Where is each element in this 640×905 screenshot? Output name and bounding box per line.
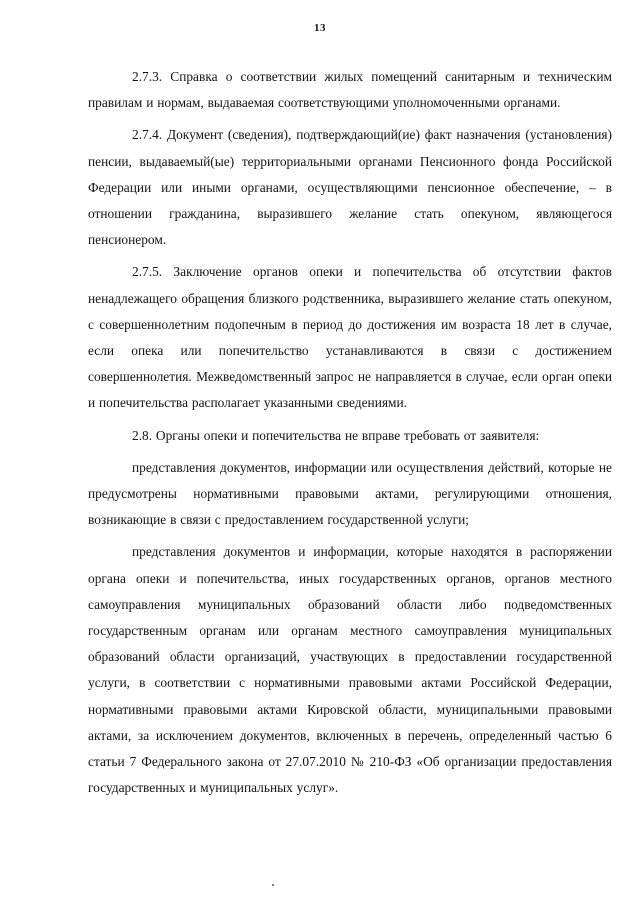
paragraph-2-7-5: 2.7.5. Заключение органов опеки и попечительства об отсутствии фактов ненадлежащего обращения близкого родственника, выразившего желание стать опекуном, с совершеннолетним подопечным в период до достижения им возраста 18 лет в случае, если опека или попечительство устанавливаются в связи с достижением совершеннолетия. Межведомственный запрос не направляется в случае, если орган опеки и попечительства располагает указанными сведениями.	[88, 264, 612, 411]
paragraph-2-8-item-1: представления документов, информации или осуществления действий, которые не предусмотрены нормативными правовыми актами, регулирующими отношения, возникающие в связи с предоставлением государственной услуги;	[88, 459, 612, 528]
paragraph-2-7-4: 2.7.4. Документ (сведения), подтверждающий(ие) факт назначения (установления) пенсии, выдаваемый(ые) территориальными органами Пенсионного фонда Российской Федерации или иными органами, осуществляющими пенсионное обеспечение, – в отношении гражданина, выразившего желание стать опекуном, являющегося пенсионером.	[88, 127, 612, 248]
paragraph-2-7-3: 2.7.3. Справка о соответствии жилых помещений санитарным и техническим правилам и нормам, выдаваемая соответствующими уполномоченными органами.	[88, 69, 612, 111]
paragraph-2-8: 2.8. Органы опеки и попечительства не вправе требовать от заявителя:	[132, 427, 540, 443]
page-number: 13	[314, 22, 326, 34]
document-body	[88, 64, 612, 807]
paragraph-2-8-item-2: представления документов и информации, которые находятся в распоряжении органа опеки и попечительства, иных государственных органов, органов местного самоуправления муниципальных образований области либо подведомственных государственным органам или органам местного самоуправления муниципальных образований области организаций, участвующих в предоставлении государственной услуги, в соответствии с нормативными правовыми актами Российской Федерации, нормативными правовыми актами Кировской области, муниципальными правовыми актами, за исключением документов, включенных в перечень, определенный частью 6 статьи 7 Федерального закона от 27.07.2010 № 210-ФЗ «Об организации предоставления государственных и муниципальных услуг».	[88, 544, 612, 796]
scan-speck	[272, 884, 274, 886]
